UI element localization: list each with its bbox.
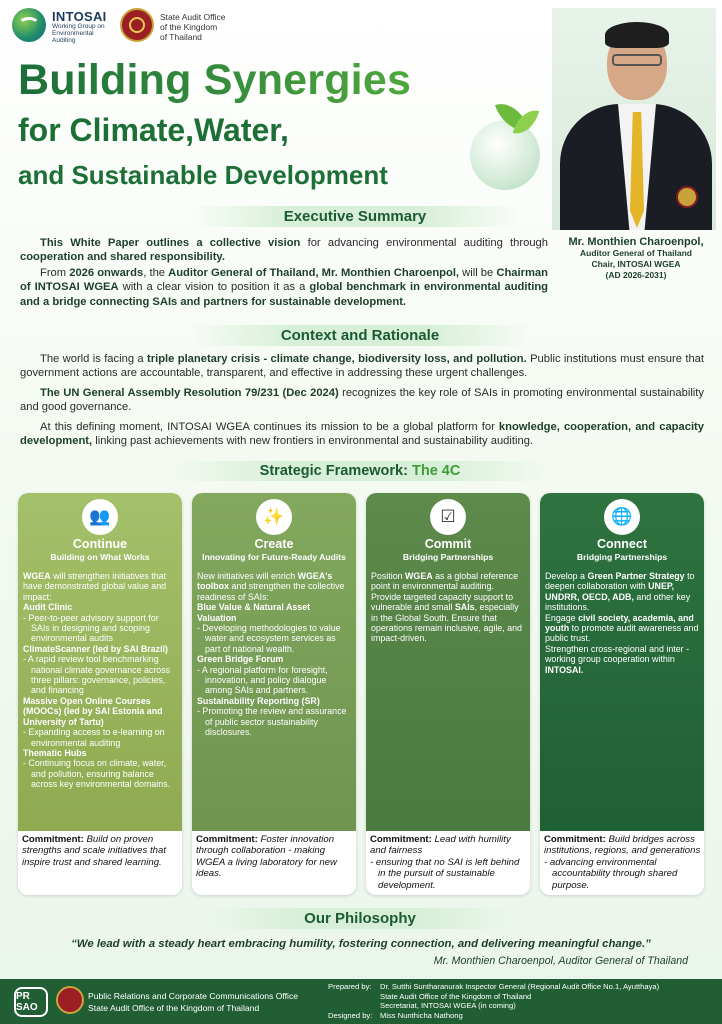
card-continue-body: WGEA will strengthen initiatives that have demonstrated global value and impact: Audit Clinic - Peer-to-peer advisory support for SAIs in designing and scoping environmental audits ClimateScanner (led by SAI Brazil) - A rapid review tool benchmarking national climate governance across three pillars: governance, policies, and financing Massive Open Online Courses (MOOCs) (led by SAI Estonia and University of Tartu) - Expanding access to e-learning on environmental auditing Thematic Hubs - Continuing focus on climate, water, and pollution, ensuring balance across key environmental domains. <box>23 571 171 790</box>
footer-credits: Prepared by: Dr. Sutthi Suntharanurak Inspector General (Regional Audit Office No.1, Ayutthaya) State Audit Office of the Kingdom of Thailand Secretariat, INTOSAI WGEA (in coming) Designed by: Miss Nunthicha Nathong <box>328 982 660 1020</box>
intosai-wgea-logo <box>12 8 46 42</box>
glass-globe-illustration <box>470 120 540 190</box>
philosophy-quote: “We lead with a steady heart embracing humility, fostering connection, and delivering meaningful change.” <box>71 938 651 950</box>
checklist-icon: ☑ <box>430 499 466 535</box>
footer-bar <box>0 979 722 1024</box>
card-commit-body: Position WGEA as a global reference point in environmental auditing. Provide targeted capacity support to vulnerable and small SAIs, especially in the Global South. Ensure that operations remain inclusive, agile, and impact-driven. <box>371 571 522 644</box>
card-commit-commitment: Commitment: Lead with humility and fairness - ensuring that no SAI is left behind in the pursuit of sustainable development. <box>370 834 520 891</box>
card-create-commitment: Commitment: Foster innovation through collaboration - making WGEA a living laboratory for new ideas. <box>196 834 337 880</box>
card-connect-commitment: Commitment: Build bridges across institutions, regions, and generations - advancing environmental accountability through shared purpose. <box>544 834 701 891</box>
globe-network-icon: 🌐 <box>604 499 640 535</box>
title-line-3: and Sustainable Development <box>18 160 388 190</box>
sao-thailand-seal <box>56 986 84 1014</box>
card-connect-body: Develop a Green Partner Strategy to deepen collaboration with UNEP, UNDRR, OECD, ADB, and other key institutions. Engage civil society, academia, and youth to promote audit awareness and public trust. Strengthen cross-regional and inter - working group cooperation within INTOSAI. <box>545 571 699 675</box>
context-paragraph-2: The UN General Assembly Resolution 79/231 (Dec 2024) recognizes the key role of SAIs in promoting environmental sustainability and good governance. <box>20 387 704 414</box>
card-continue-commitment: Commitment: Build on proven strengths and scale initiatives that inspire trust and shared learning. <box>22 834 166 868</box>
context-paragraph-1: The world is facing a triple planetary crisis - climate change, biodiversity loss, and pollution. Public institutions must ensure that government actions are accountable, transparent, and effective in addressing these urgent challenges. <box>20 353 704 380</box>
intosai-wgea-name: INTOSAI Working Group on Environmental Auditing <box>52 9 107 44</box>
framework-heading: Strategic Framework: The 4C <box>170 461 550 481</box>
context-paragraph-3: At this defining moment, INTOSAI WGEA continues its mission to be a global platform for knowledge, cooperation, and capacity development, linking past achievements with new frontiers in environmental and sustainability auditing. <box>20 421 704 448</box>
sao-thailand-name: State Audit Office of the Kingdom of Thailand <box>160 12 226 42</box>
context-heading: Context and Rationale <box>190 325 530 346</box>
pr-sao-logo: PR SAO <box>14 987 48 1017</box>
quote-attribution: Mr. Monthien Charoenpol, Auditor General of Thailand <box>433 955 688 967</box>
executive-summary-heading: Executive Summary <box>190 206 520 227</box>
footer-org: Public Relations and Corporate Communications Office State Audit Office of the Kingdom of Thailand <box>88 991 299 1013</box>
title-line-2: for Climate,Water, <box>18 112 289 148</box>
card-create-body: New initiatives will enrich WGEA's toolbox and strengthen the collective readiness of SAIs: Blue Value & Natural Asset Valuation - Developing methodologies to value water and ecosystem services as part of national wealth. Green Bridge Forum - A regional platform for foresight, innovation, and policy dialogue among SAIs and partners. Sustainability Reporting (SR) - Promoting the review and assurance of public sector sustainability disclosures. <box>197 571 347 738</box>
card-create: ✨ Create Innovating for Future-Ready Audits New initiatives will enrich WGEA's toolbox and strengthen the collective readiness of SAIs: Blue Value & Natural Asset Valuation - Developing methodologies to value water and ecosystem services as part of national wealth. Green Bridge Forum - A regional platform for foresight, innovation, and policy dialogue among SAIs and partners. Sustainability Reporting (SR) - Promoting the review and assurance of public sector sustainability disclosures. Commitment: Foster innovation through collaboration - making WGEA a living laboratory for new ideas. <box>192 493 356 895</box>
portrait-photo <box>552 8 716 230</box>
card-connect: 🌐 Connect Bridging Partnerships Develop a Green Partner Strategy to deepen collaboration with UNEP, UNDRR, OECD, ADB, and other key institutions. Engage civil society, academia, and youth to promote audit awareness and public trust. Strengthen cross-regional and inter - working group cooperation within INTOSAI. Commitment: Build bridges across institutions, regions, and generations - advancing environmental accountability through shared purpose. <box>540 493 704 895</box>
exec-paragraph-1: This White Paper outlines a collective vision for advancing environmental auditing through cooperation and shared responsibility. <box>20 237 548 264</box>
magic-wand-icon: ✨ <box>256 499 292 535</box>
card-continue: 👥 Continue Building on What Works WGEA will strengthen initiatives that have demonstrated global value and impact: Audit Clinic - Peer-to-peer advisory support for SAIs in designing and scoping environmental audits ClimateScanner (led by SAI Brazil) - A rapid review tool benchmarking national climate governance across three pillars: governance, policies, and financing Massive Open Online Courses (MOOCs) (led by SAI Estonia and University of Tartu) - Expanding access to e-learning on environmental auditing Thematic Hubs - Continuing focus on climate, water, and pollution, ensuring balance across key environmental domains. Commitment: Build on proven strengths and scale initiatives that inspire trust and shared learning. <box>18 493 182 895</box>
title-line-1: Building Synergies <box>18 56 412 104</box>
card-commit: ☑ Commit Bridging Partnerships Position WGEA as a global reference point in environmental auditing. Provide targeted capacity support to vulnerable and small SAIs, especially in the Global South. Ensure that operations remain inclusive, agile, and impact-driven. Commitment: Lead with humility and fairness - ensuring that no SAI is left behind in the pursuit of sustainable development. <box>366 493 530 895</box>
exec-paragraph-2: From 2026 onwards, the Auditor General of Thailand, Mr. Monthien Charoenpol, will be Chairman of INTOSAI WGEA with a clear vision to position it as a global benchmark in environmental auditing and a bridge connecting SAIs and partners for sustainable development. <box>20 267 549 308</box>
philosophy-heading: Our Philosophy <box>210 908 510 929</box>
team-icon: 👥 <box>82 499 118 535</box>
portrait-caption: Mr. Monthien Charoenpol, Auditor General of Thailand Chair, INTOSAI WGEA (AD 2026-2031) <box>568 236 704 280</box>
sao-thailand-seal <box>120 8 154 42</box>
